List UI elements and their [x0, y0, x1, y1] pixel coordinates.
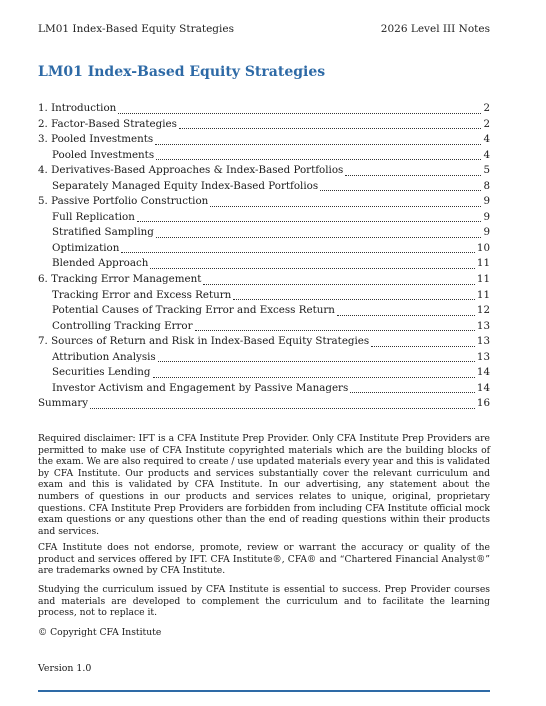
toc-entry-label: Stratified Sampling: [52, 226, 154, 239]
disclaimer-paragraph-1: Required disclaimer: IFT is a CFA Institute Prep Provider. Only CFA Institute Prep Providers are permitted to make use of CFA Institute copyrighted materials which are the building blocks of the exam. We are also required to create / use updated materials every year and this is validated by CFA Institute. Our products and services substantially cover the relevant curriculum and exam and this is validated by CFA Institute. In our advertising, any statement about the numbers of questions in our products and services relates to unique, original, proprietary questions. CFA Institute Prep Providers are forbidden from including CFA Institute official mock exam questions or any questions other than the end of reading questions within their products and services.: [38, 433, 490, 537]
toc-entry-page: 14: [476, 381, 490, 394]
header-right-title: 2026 Level III Notes: [380, 23, 490, 35]
header-left-title: LM01 Index-Based Equity Strategies: [38, 23, 234, 35]
toc-leader-dots: [90, 408, 475, 409]
footer-rule: [38, 690, 490, 692]
toc-entry[interactable]: [38, 256, 490, 272]
toc-entry[interactable]: [38, 225, 490, 241]
toc-leader-dots: [320, 190, 481, 191]
toc-entry[interactable]: [38, 132, 490, 148]
toc-entry-label: 6. Tracking Error Management: [38, 273, 202, 286]
toc-entry[interactable]: [38, 179, 490, 195]
toc-leader-dots: [153, 377, 475, 378]
toc-leader-dots: [150, 268, 474, 269]
toc-entry-label: 7. Sources of Return and Risk in Index-Based Equity Strategies: [38, 335, 370, 348]
toc-entry-label: Separately Managed Equity Index-Based Portfolios: [52, 179, 319, 192]
toc-entry-page: 11: [476, 257, 490, 270]
toc-leader-dots: [371, 346, 475, 347]
toc-entry-page: 13: [476, 350, 490, 363]
toc-entry-label: Attribution Analysis: [52, 350, 156, 363]
toc-entry-page: 13: [476, 335, 490, 348]
toc-entry-page: 12: [476, 304, 490, 317]
toc-leader-dots: [203, 284, 475, 285]
version-label: Version 1.0: [38, 663, 92, 674]
toc-entry-page: 9: [483, 195, 490, 208]
toc-entry[interactable]: [38, 365, 490, 381]
toc-entry-label: Securities Lending: [52, 366, 151, 379]
toc-entry[interactable]: [38, 350, 490, 366]
document-title: LM01 Index-Based Equity Strategies: [38, 64, 326, 80]
toc-entry-page: 16: [476, 397, 490, 410]
toc-leader-dots: [337, 315, 475, 316]
toc-entry-page: 4: [483, 148, 490, 161]
toc-leader-dots: [137, 221, 482, 222]
toc-leader-dots: [156, 237, 482, 238]
copyright-notice: © Copyright CFA Institute: [38, 627, 162, 638]
toc-leader-dots: [233, 299, 475, 300]
toc-entry-page: 14: [476, 366, 490, 379]
toc-entry-label: Summary: [38, 397, 89, 410]
toc-entry[interactable]: [38, 117, 490, 133]
toc-entry-page: 11: [476, 273, 490, 286]
toc-entry-page: 9: [483, 226, 490, 239]
toc-entry-label: 4. Derivatives-Based Approaches & Index-Based Portfolios: [38, 164, 344, 177]
toc-leader-dots: [121, 252, 475, 253]
toc-entry-label: Pooled Investments: [52, 148, 155, 161]
toc-entry[interactable]: [38, 210, 490, 226]
toc-entry-page: 5: [483, 164, 490, 177]
toc-entry-label: Blended Approach: [52, 257, 149, 270]
toc-entry-label: 5. Passive Portfolio Construction: [38, 195, 209, 208]
toc-entry-page: 8: [483, 179, 490, 192]
toc-leader-dots: [118, 113, 481, 114]
toc-entry[interactable]: [38, 194, 490, 210]
toc-entry-label: Full Replication: [52, 210, 135, 223]
toc-entry-label: 3. Pooled Investments: [38, 133, 154, 146]
toc-entry-label: Potential Causes of Tracking Error and Excess Return: [52, 304, 335, 317]
toc-entry[interactable]: [38, 241, 490, 257]
toc-entry-page: 13: [476, 319, 490, 332]
toc-entry[interactable]: [38, 334, 490, 350]
toc-entry[interactable]: [38, 288, 490, 304]
toc-entry[interactable]: [38, 319, 490, 335]
toc-entry-label: 1. Introduction: [38, 102, 117, 114]
toc-entry[interactable]: [38, 101, 490, 117]
toc-entry[interactable]: [38, 303, 490, 319]
toc-leader-dots: [156, 159, 481, 160]
toc-entry[interactable]: [38, 396, 490, 412]
table-of-contents: [38, 101, 490, 412]
toc-entry-page: 9: [483, 210, 490, 223]
disclaimer-paragraph-3: Studying the curriculum issued by CFA Institute is essential to success. Prep Provider courses and materials are developed to complement the curriculum and to facilitate the learning process, not to replace it.: [38, 584, 490, 619]
toc-entry-page: 2: [483, 102, 490, 114]
toc-entry[interactable]: [38, 148, 490, 164]
toc-entry[interactable]: [38, 163, 490, 179]
toc-leader-dots: [350, 392, 475, 393]
toc-entry-label: Optimization: [52, 241, 120, 254]
toc-entry[interactable]: [38, 381, 490, 397]
toc-entry[interactable]: [38, 272, 490, 288]
disclaimer-paragraph-2: CFA Institute does not endorse, promote, review or warrant the accuracy or quality of the product and services offered by IFT. CFA Institute®, CFA® and “Chartered Financial Analyst®” are trademarks owned by CFA Institute.: [38, 542, 490, 577]
toc-entry-page: 10: [476, 241, 490, 254]
toc-entry-page: 11: [476, 288, 490, 301]
toc-leader-dots: [345, 175, 481, 176]
toc-entry-label: Investor Activism and Engagement by Passive Managers: [52, 381, 349, 394]
toc-leader-dots: [195, 330, 475, 331]
toc-entry-label: 2. Factor-Based Strategies: [38, 117, 177, 130]
toc-entry-label: Controlling Tracking Error: [52, 319, 193, 332]
toc-leader-dots: [158, 361, 475, 362]
page-header: [38, 23, 490, 35]
toc-leader-dots: [210, 206, 481, 207]
toc-leader-dots: [155, 144, 481, 145]
toc-entry-page: 2: [483, 117, 490, 130]
toc-entry-page: 4: [483, 133, 490, 146]
toc-leader-dots: [179, 128, 482, 129]
toc-entry-label: Tracking Error and Excess Return: [52, 288, 232, 301]
